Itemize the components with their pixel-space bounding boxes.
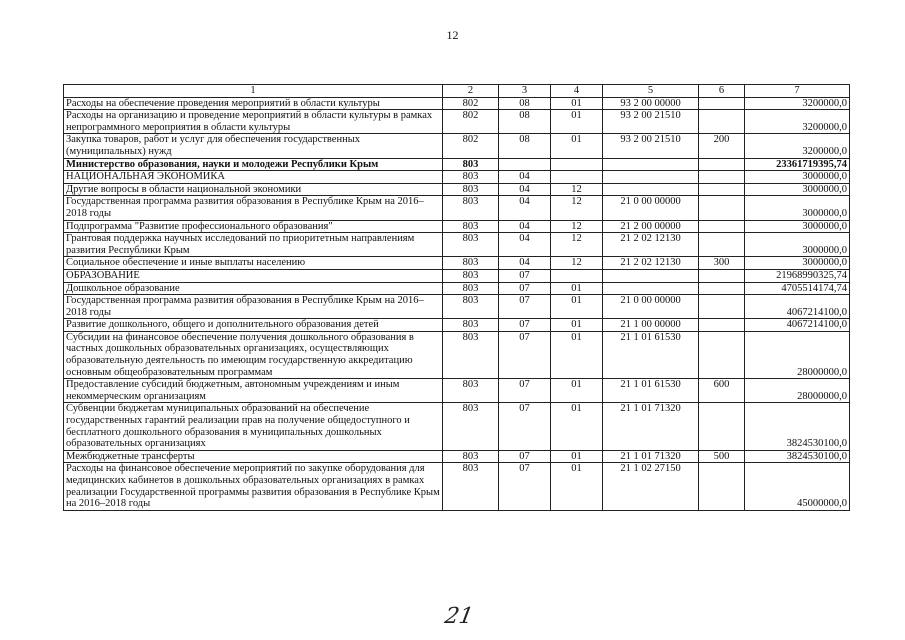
expense-type-cell: 500 <box>699 450 745 463</box>
expense-type-cell <box>699 110 745 134</box>
table-row <box>64 463 850 510</box>
section-cell: 07 <box>499 450 551 463</box>
page-number: 12 <box>446 28 459 42</box>
section-cell: 07 <box>499 403 551 450</box>
subsection-cell: 01 <box>551 379 603 403</box>
handwritten-page-mark: 21 <box>442 604 476 629</box>
row-name-cell: Предоставление субсидий бюджетным, автономным учреждениям и иным некоммерческим организациям <box>64 379 443 403</box>
target-article-cell: 21 2 02 12130 <box>603 257 699 270</box>
amount-cell: 28000000,0 <box>745 379 850 403</box>
code-cell: 803 <box>443 319 499 332</box>
code-cell: 803 <box>443 295 499 319</box>
table-row <box>64 331 850 378</box>
table-row <box>64 220 850 233</box>
target-article-cell: 21 0 00 00000 <box>603 295 699 319</box>
row-name-cell: Дошкольное образование <box>64 282 443 295</box>
table-row <box>64 110 850 134</box>
amount-cell: 45000000,0 <box>745 463 850 510</box>
code-cell: 803 <box>443 196 499 220</box>
target-article-cell: 21 1 02 27150 <box>603 463 699 510</box>
section-cell: 04 <box>499 220 551 233</box>
expense-type-cell <box>699 158 745 171</box>
subsection-cell: 01 <box>551 282 603 295</box>
row-name-cell: Государственная программа развития образования в Республике Крым на 2016–2018 годы <box>64 196 443 220</box>
section-cell: 07 <box>499 282 551 295</box>
table-header-row <box>64 85 850 98</box>
amount-cell: 4067214100,0 <box>745 295 850 319</box>
code-cell: 803 <box>443 403 499 450</box>
amount-cell: 3200000,0 <box>745 110 850 134</box>
subsection-cell <box>551 158 603 171</box>
table-row <box>64 379 850 403</box>
section-cell: 04 <box>499 233 551 257</box>
row-name-cell: Расходы на финансовое обеспечение мероприятий по закупке оборудования для медицинских кабинетов в дошкольных образовательных организациях в рамках реализации Государственной программы развития образования в Республике Крым на 2016–2018 годы <box>64 463 443 510</box>
expense-type-cell <box>699 233 745 257</box>
subsection-cell: 01 <box>551 319 603 332</box>
subsection-cell: 01 <box>551 295 603 319</box>
code-cell: 803 <box>443 183 499 196</box>
code-cell: 802 <box>443 97 499 110</box>
code-cell: 803 <box>443 171 499 184</box>
code-cell: 802 <box>443 134 499 158</box>
section-cell: 07 <box>499 319 551 332</box>
target-article-cell: 21 2 02 12130 <box>603 233 699 257</box>
section-cell <box>499 158 551 171</box>
table-row <box>64 319 850 332</box>
table-row <box>64 134 850 158</box>
row-name-cell: Грантовая поддержка научных исследований по приоритетным направлениям развития Республики Крым <box>64 233 443 257</box>
code-cell: 803 <box>443 463 499 510</box>
subsection-cell: 12 <box>551 257 603 270</box>
section-cell: 08 <box>499 110 551 134</box>
expense-type-cell <box>699 97 745 110</box>
expense-type-cell <box>699 183 745 196</box>
table-row <box>64 171 850 184</box>
section-cell: 04 <box>499 196 551 220</box>
amount-cell: 3000000,0 <box>745 183 850 196</box>
section-cell: 07 <box>499 331 551 378</box>
amount-cell: 3000000,0 <box>745 171 850 184</box>
row-name-cell: Межбюджетные трансферты <box>64 450 443 463</box>
row-name-cell: Другие вопросы в области национальной экономики <box>64 183 443 196</box>
row-name-cell: ОБРАЗОВАНИЕ <box>64 269 443 282</box>
amount-cell: 3824530100,0 <box>745 450 850 463</box>
row-name-cell: Расходы на организацию и проведение мероприятий в области культуры в рамках непрограммного мероприятия в области культуры <box>64 110 443 134</box>
table-row <box>64 450 850 463</box>
row-name-cell: Развитие дошкольного, общего и дополнительного образования детей <box>64 319 443 332</box>
target-article-cell: 21 2 00 00000 <box>603 220 699 233</box>
section-cell: 08 <box>499 134 551 158</box>
code-cell: 803 <box>443 379 499 403</box>
section-cell: 07 <box>499 463 551 510</box>
row-name-cell: Подпрограмма "Развитие профессионального образования" <box>64 220 443 233</box>
column-header: 5 <box>603 85 699 98</box>
target-article-cell: 93 2 00 21510 <box>603 134 699 158</box>
code-cell: 803 <box>443 282 499 295</box>
row-name-cell: Субвенции бюджетам муниципальных образований на обеспечение государственных гарантий реализации прав на получение общедоступного и бесплатного дошкольного образования в муниципальных дошкольных образовательных организациях <box>64 403 443 450</box>
target-article-cell: 93 2 00 21510 <box>603 110 699 134</box>
amount-cell: 23361719395,74 <box>745 158 850 171</box>
target-article-cell: 21 1 01 61530 <box>603 331 699 378</box>
code-cell: 803 <box>443 233 499 257</box>
row-name-cell: Расходы на обеспечение проведения мероприятий в области культуры <box>64 97 443 110</box>
target-article-cell <box>603 158 699 171</box>
table-row <box>64 97 850 110</box>
table-row <box>64 282 850 295</box>
row-name-cell: НАЦИОНАЛЬНАЯ ЭКОНОМИКА <box>64 171 443 184</box>
expense-type-cell <box>699 220 745 233</box>
code-cell: 803 <box>443 158 499 171</box>
expense-type-cell <box>699 171 745 184</box>
subsection-cell: 12 <box>551 183 603 196</box>
amount-cell: 3200000,0 <box>745 97 850 110</box>
subsection-cell <box>551 269 603 282</box>
expense-type-cell <box>699 295 745 319</box>
section-cell: 07 <box>499 379 551 403</box>
expense-type-cell <box>699 331 745 378</box>
target-article-cell: 21 1 01 71320 <box>603 403 699 450</box>
amount-cell: 3000000,0 <box>745 233 850 257</box>
column-header: 1 <box>64 85 443 98</box>
row-name-cell: Министерство образования, науки и молодежи Республики Крым <box>64 158 443 171</box>
subsection-cell: 12 <box>551 220 603 233</box>
expense-type-cell <box>699 196 745 220</box>
table-row <box>64 196 850 220</box>
amount-cell: 3000000,0 <box>745 220 850 233</box>
column-header: 4 <box>551 85 603 98</box>
table-row <box>64 257 850 270</box>
row-name-cell: Социальное обеспечение и иные выплаты населению <box>64 257 443 270</box>
expense-type-cell <box>699 463 745 510</box>
table-row <box>64 233 850 257</box>
target-article-cell: 93 2 00 00000 <box>603 97 699 110</box>
target-article-cell: 21 1 01 71320 <box>603 450 699 463</box>
amount-cell: 4067214100,0 <box>745 319 850 332</box>
target-article-cell <box>603 183 699 196</box>
amount-cell: 4705514174,74 <box>745 282 850 295</box>
target-article-cell: 21 1 01 61530 <box>603 379 699 403</box>
expense-type-cell <box>699 403 745 450</box>
expense-type-cell <box>699 269 745 282</box>
section-cell: 08 <box>499 97 551 110</box>
subsection-cell: 01 <box>551 403 603 450</box>
target-article-cell <box>603 282 699 295</box>
section-cell: 04 <box>499 257 551 270</box>
target-article-cell: 21 0 00 00000 <box>603 196 699 220</box>
budget-table <box>63 84 850 511</box>
expense-type-cell: 300 <box>699 257 745 270</box>
subsection-cell: 12 <box>551 233 603 257</box>
expense-type-cell: 200 <box>699 134 745 158</box>
code-cell: 803 <box>443 269 499 282</box>
row-name-cell: Государственная программа развития образования в Республике Крым на 2016–2018 годы <box>64 295 443 319</box>
amount-cell: 3824530100,0 <box>745 403 850 450</box>
subsection-cell: 01 <box>551 134 603 158</box>
subsection-cell <box>551 171 603 184</box>
target-article-cell <box>603 171 699 184</box>
section-cell: 07 <box>499 295 551 319</box>
code-cell: 803 <box>443 331 499 378</box>
table-row <box>64 295 850 319</box>
table-row <box>64 158 850 171</box>
target-article-cell: 21 1 00 00000 <box>603 319 699 332</box>
amount-cell: 28000000,0 <box>745 331 850 378</box>
column-header: 3 <box>499 85 551 98</box>
section-cell: 07 <box>499 269 551 282</box>
column-header: 6 <box>699 85 745 98</box>
amount-cell: 3000000,0 <box>745 196 850 220</box>
column-header: 7 <box>745 85 850 98</box>
row-name-cell: Субсидии на финансовое обеспечение получения дошкольного образования в частных дошкольных образовательных организациях, осуществляющих образовательную деятельность по имеющим государственную аккредитацию основным общеобразовательным программам <box>64 331 443 378</box>
subsection-cell: 12 <box>551 196 603 220</box>
table-row <box>64 269 850 282</box>
subsection-cell: 01 <box>551 450 603 463</box>
code-cell: 803 <box>443 257 499 270</box>
amount-cell: 3200000,0 <box>745 134 850 158</box>
section-cell: 04 <box>499 183 551 196</box>
table-row <box>64 403 850 450</box>
subsection-cell: 01 <box>551 97 603 110</box>
amount-cell: 3000000,0 <box>745 257 850 270</box>
target-article-cell <box>603 269 699 282</box>
code-cell: 802 <box>443 110 499 134</box>
amount-cell: 21968990325,74 <box>745 269 850 282</box>
code-cell: 803 <box>443 220 499 233</box>
table-row <box>64 183 850 196</box>
subsection-cell: 01 <box>551 463 603 510</box>
expense-type-cell: 600 <box>699 379 745 403</box>
code-cell: 803 <box>443 450 499 463</box>
section-cell: 04 <box>499 171 551 184</box>
row-name-cell: Закупка товаров, работ и услуг для обеспечения государственных (муниципальных) нужд <box>64 134 443 158</box>
expense-type-cell <box>699 319 745 332</box>
subsection-cell: 01 <box>551 110 603 134</box>
subsection-cell: 01 <box>551 331 603 378</box>
column-header: 2 <box>443 85 499 98</box>
expense-type-cell <box>699 282 745 295</box>
